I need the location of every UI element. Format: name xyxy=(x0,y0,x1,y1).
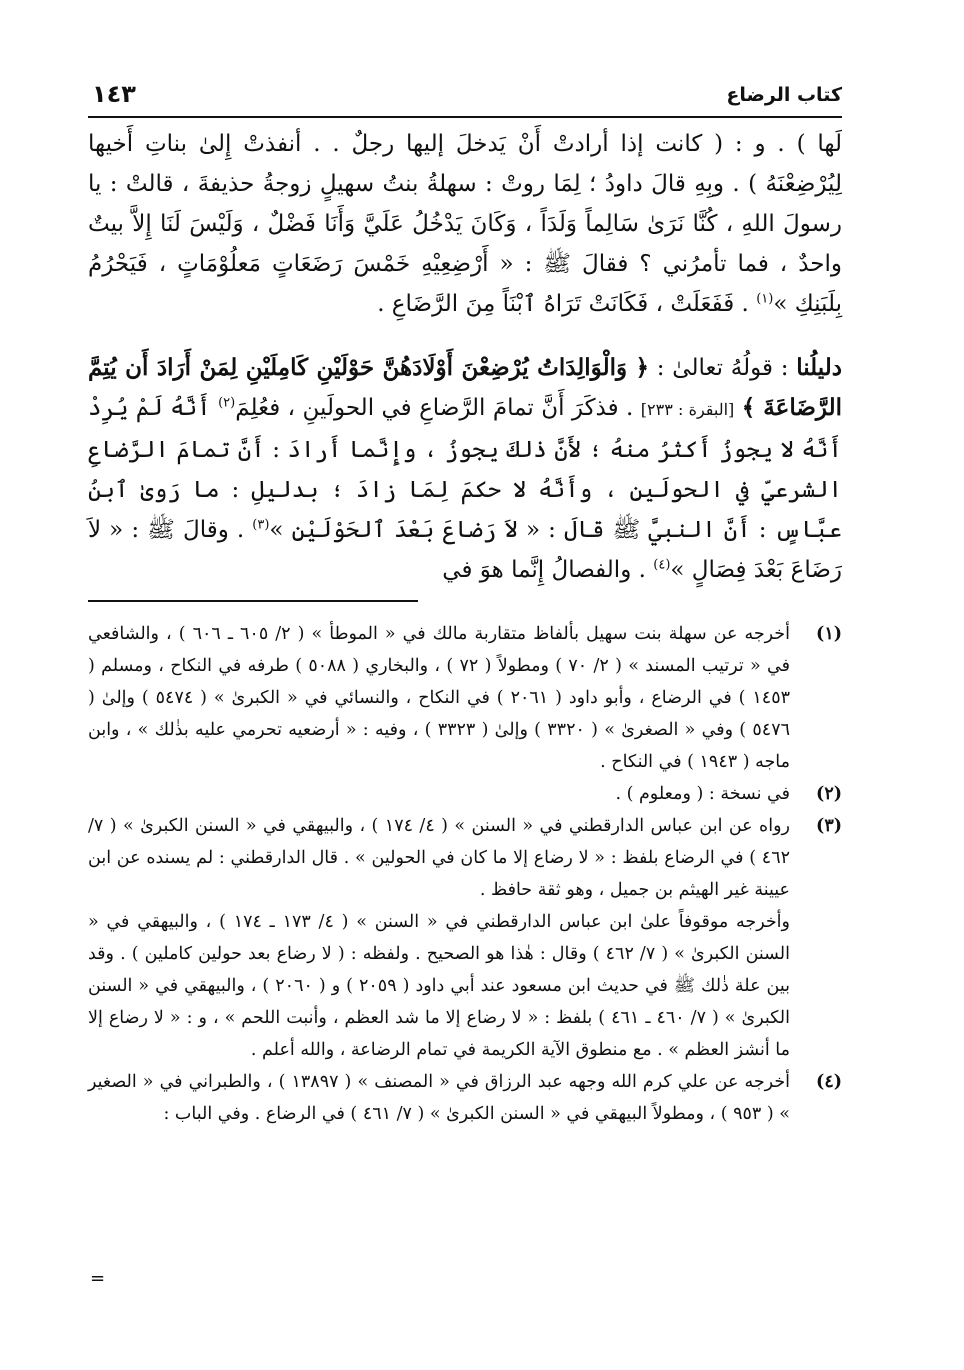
main-text xyxy=(88,124,842,590)
footnote-ref-1: (١) xyxy=(756,291,774,307)
chapter-title: كتاب الرضاع xyxy=(726,84,842,106)
page-number: ١٤٣ xyxy=(92,80,136,108)
footnote-ref-2: (٢) xyxy=(218,395,236,411)
running-header xyxy=(88,78,842,118)
quran-verse: ﴿ وَالْوَالِدَاتُ يُرْضِعْنَ أَوْلَادَهُنَّ حَوْلَيْنِ كَامِلَيْنِ لِمَنْ أَرَادَ أَن يُتِمَّ الرَّضَاعَةَ ﴾ xyxy=(88,354,842,421)
footnote-1: (١) أخرجه عن سهلة بنت سهيل بألفاظ متقاربة مالك في « الموطأ » ( ٢/ ٦٠٥ ـ ٦٠٦ ) ، والشافعي في « ترتيب المسند » ( ٢/ ٧٠ ) ومطولاً ( ٧٢ ) ، والبخاري ( ٥٠٨٨ ) طرفه في النكاح ، ومسلم ( ١٤٥٣ ) في الرضاع ، وأبو داود ( ٢٠٦١ ) في النكاح ، والنسائي في « الكبرىٰ » ( ٥٤٧٤ ) وإلىٰ ( ٥٤٧٦ ) وفي « الصغرىٰ » ( ٣٣٢٠ ) وإلىٰ ( ٣٣٢٣ ) ، وفيه : « أرضعيه تحرمي عليه بذٰلك » ، وابن ماجه ( ١٩٤٣ ) في النكاح . xyxy=(88,624,842,772)
footnote-ref-4: (٤) xyxy=(653,557,671,573)
dalil-label: دليلُنا xyxy=(796,354,842,381)
footnote-ref-3: (٣) xyxy=(252,517,270,533)
footnote-4: (٤) أخرجه عن علي كرم الله وجهه عبد الرزاق في « المصنف » ( ١٣٨٩٧ ) ، والطبراني في « الصغير » ( ٩٥٣ ) ، ومطولاً البيهقي في « السنن الكبرىٰ » ( ٧/ ٤٦١ ) في الرضاع . وفي الباب : xyxy=(88,1072,842,1124)
footnote-divider xyxy=(88,600,418,602)
continuation-mark: = xyxy=(90,1268,106,1289)
paragraph-2: دليلُنا : قولُهُ تعالىٰ : ﴿ وَالْوَالِدَاتُ يُرْضِعْنَ أَوْلَادَهُنَّ حَوْلَيْنِ كَامِلَيْنِ لِمَنْ أَرَادَ أَن يُتِمَّ الرَّضَاعَةَ ﴾ [البقرة : ٢٣٣] . فذكَرَ أَنَّ تمامَ الرَّضاعِ في الحولَينِ ، فعُلِمَ$^{(٢)}$ أَنَّهُ لَمْ يُرِدْ أَنَّهُ لا يجوزُ أَكثرُ منهُ ؛ لأَنَّ ذٰلكَ يجوزُ ، وإِنَّما أَرادَ : أَنَّ تمامَ الرَّضاعِ الشرعيِّ في الحولَينِ ، وأَنَّهُ لا حكمَ لِمَا زادَ ؛ بدليلِ : ما رَوىٰ ٱبنُ عبَّاسٍ : أَنَّ النبيَّ ﷺ قالَ : « لاَ رَضاعَ بَعْدَ ٱلحَوْلَيْنِ »$^{(٣)}$ . وقالَ ﷺ : « لاَ رَضَاعَ بَعْدَ فِصَالٍ »$^{(٤)}$ . والفصالُ إِنَّما هوَ في xyxy=(88,354,842,583)
page xyxy=(88,78,842,1130)
quran-reference: [البقرة : ٢٣٣] xyxy=(640,400,735,419)
footnote-3: (٣) رواه عن ابن عباس الدارقطني في « السنن » ( ٤/ ١٧٤ ) ، والبيهقي في « السنن الكبرىٰ » ( ٧/ ٤٦٢ ) في الرضاع بلفظ : « لا رضاع إلا ما كان في الحولين » . قال الدارقطني : لم يسنده عن ابن عيينة غير الهيثم بن جميل ، وهو ثقة حافظ . وأخرجه موقوفاً علىٰ ابن عباس الدارقطني في « السنن » ( ٤/ ١٧٣ ـ ١٧٤ ) ، والبيهقي في « السنن الكبرىٰ » ( ٧/ ٤٦٢ ) وقال : هٰذا هو الصحيح . ولفظه : ( لا رضاع بعد حولين كاملين ) . وقد بين علة ذٰلك ﷺ في حديث ابن مسعود عند أبي داود ( ٢٠٥٩ ) و ( ٢٠٦٠ ) ، والبيهقي في « السنن الكبرىٰ » ( ٧/ ٤٦٠ ـ ٤٦١ ) بلفظ : « لا رضاع إلا ما شد العظم ، وأنبت اللحم » ، و : « لا رضاع إلا ما أنشز العظم » . مع منطوق الآية الكريمة في تمام الرضاعة ، والله أعلم . xyxy=(88,816,842,1060)
paragraph-1: لَها ) . و : ( كانت إذا أرادتْ أَنْ يَدخلَ إليها رجلٌ . . أنفذتْ إِلىٰ بناتِ أَخيها لِيُرْضِعْنَهُ ) . وبِهِ قالَ داودُ ؛ لِمَا روتْ : سهلةُ بنتُ سهيلٍ زوجةُ حذيفةَ ، قالتْ : يا رسولَ اللهِ ، كُنَّا نَرَىٰ سَالِماً وَلَدَاً ، وَكَانَ يَدْخُلُ عَلَيَّ وَأَنَا فَضْلٌ ، وَلَيْسَ لَنَا إِلاَّ بيتٌ واحدٌ ، فما تأمرُني ؟ فقالَ ﷺ : « أَرْضِعِيْهِ خَمْسَ رَضَعَاتٍ مَعلُوْمَاتٍ ، فَيَحْرُمُ بِلَبَنِكِ »$^{(١)}$ . فَفَعَلَتْ ، فَكَانَتْ تَرَاهُ ٱبْنَاً مِنَ الرَّضَاعِ . xyxy=(88,131,842,317)
footnotes xyxy=(88,618,842,1130)
footnote-2: (٢) في نسخة : ( ومعلوم ) . xyxy=(615,784,842,804)
